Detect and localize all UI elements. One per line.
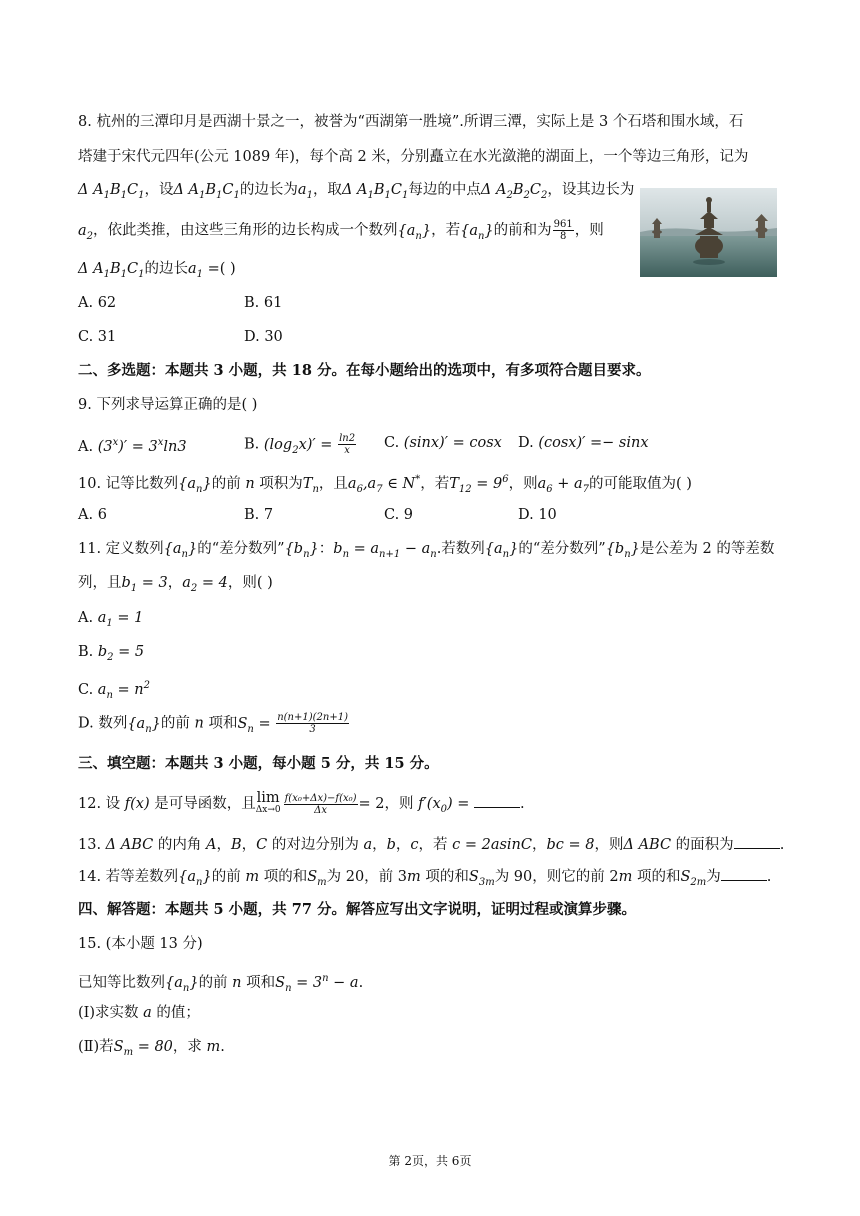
q10-option-a: A. 6 (78, 507, 107, 523)
q8-line4: $a_2$，依此类推，由这些三角形的边长构成一个数列$\{a_n\}$，若$\{a_n\}$的前和为 $\frac{961}{8}$ ，则 (78, 219, 604, 242)
q8-line2: 塔建于宋代元四年(公元 1089 年)，每个高 2 米，分别矗立在水光潋滟的湖面上，一个等边三角形，记为 (78, 149, 749, 165)
q9-stem: 9. 下列求导运算正确的是( ) (78, 397, 258, 413)
q8-option-c: C. 31 (78, 329, 117, 345)
q15-part-1: (Ⅰ)求实数 a 的值； (78, 1005, 200, 1021)
q9-option-c: C. (sinx)′ = cosx (384, 435, 502, 451)
q8-option-d: D. 30 (244, 329, 283, 345)
q11-line2: 列，且$b_1 = 3$，$a_2 = 4$，则( ) (78, 575, 273, 594)
q15-title: 15. (本小题 13 分) (78, 936, 203, 952)
q11-line1: 11. 定义数列$\{a_n\}$的“差分数列$”\{b_n\}$：$b_n = a_{n+1} - a_n$.若数列$\{a_n\}$的“差分数列$”\{b_n\}$是公差为 2 的等差数 (78, 541, 775, 560)
section-4-heading: 四、解答题：本题共 5 小题，共 77 分。解答应写出文字说明，证明过程或演算步骤。 (78, 901, 636, 918)
q9-option-d: D. (cosx)′ =− sinx (518, 435, 649, 451)
q11-option-b: B. $b_2 = 5$ (78, 644, 145, 663)
q15-stem: 已知等比数列$\{a_n\}$的前 n 项和$S_n = 3^n - a$. (78, 973, 364, 994)
q10-option-b: B. 7 (244, 507, 274, 523)
q8-line3: Δ $A_1B_1C_1$，设Δ $A_1B_1C_1$的边长为$a_1$，取Δ $A_1B_1C_1$每边的中点Δ $A_2B_2C_2$，设其边长为 (78, 182, 635, 201)
section-3-heading: 三、填空题：本题共 3 小题，每小题 5 分，共 15 分。 (78, 755, 439, 772)
q11-option-c: C. $a_n = n^2$ (78, 680, 150, 701)
q12-answer-blank (474, 793, 520, 808)
q8-line5: Δ $A_1B_1C_1$的边长$a_1$ =( ) (78, 261, 236, 280)
q9-option-a: A. $(3^x)' = 3^x\ln 3$ (78, 437, 187, 455)
q14-stem: 14. 若等差数列$\{a_n\}$的前 m 项的和$S_m$为 20，前 3m 项的和$S_{3m}$为 90，则它的前 2m 项的和$S_{2m}$为 . (78, 866, 771, 893)
q11-option-d: D. 数列$\{a_n\}$的前 n 项和$S_n$ = $\frac{n(n+1)(2n+1)}{3}$ (78, 712, 348, 735)
q8-option-b: B. 61 (244, 295, 283, 311)
q15-part-2: (Ⅱ)若$S_m = 80$，求 m. (78, 1039, 225, 1058)
q10-option-c: C. 9 (384, 507, 414, 523)
q8-line1: 8. 杭州的三潭印月是西湖十景之一，被誉为“西湖第一胜境”.所谓三潭，实际上是 3 个石塔和围水域，石 (78, 114, 744, 130)
q14-answer-blank (721, 866, 767, 881)
three-pools-photo (640, 188, 777, 277)
q10-option-d: D. 10 (518, 507, 557, 523)
q12-stem: 12. 设 f(x) 是可导函数，且lim Δx→0 $\frac{\text{f(x₀+Δx)−f(x₀)}}{\Delta x}$ = 2，则 $f'(x_0)$ = . (78, 790, 525, 816)
page-footer: 第 2页，共 6页 (388, 1154, 472, 1168)
q8-sum-fraction: $\frac{961}{8}$ (553, 219, 573, 242)
q11-option-a: A. $a_1 = 1$ (78, 610, 144, 629)
q10-stem: 10. 记等比数列$\{a_n\}$的前 n 项积为$T_n$，且$a_6,a_7$ ∈ N*，若$T_{12} = 9^6$，则$a_6 + a_7$的可能取值为( ) (78, 474, 692, 495)
q13-answer-blank (734, 834, 780, 849)
q9-option-b: B. $(\log_2x)'$ = $\frac{\ln 2}{x}$ (244, 433, 356, 456)
q8-option-a: A. 62 (78, 295, 117, 311)
section-2-heading: 二、多选题：本题共 3 小题，共 18 分。在每小题给出的选项中，有多项符合题目要求。 (78, 362, 651, 379)
q13-stem: 13. Δ ABC 的内角 A，B，C 的对边分别为 a，b，c，若 c = 2asinC，bc = 8，则Δ ABC 的面积为 . (78, 834, 784, 855)
